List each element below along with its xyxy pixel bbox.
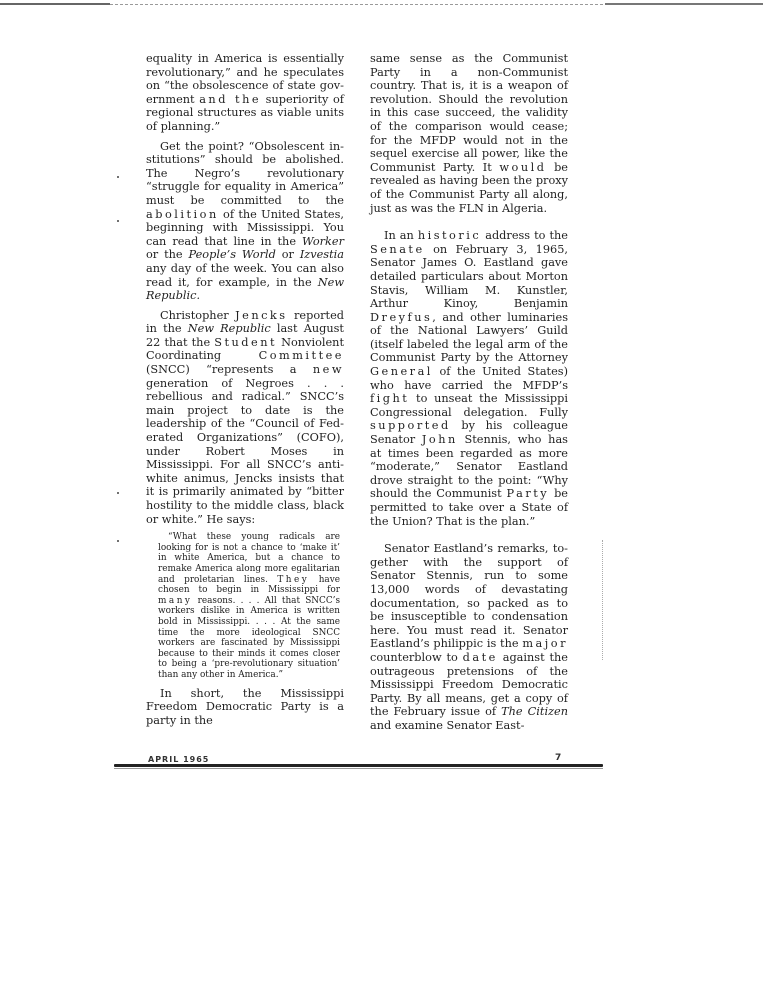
text-run: against the outrageous pretensions of the Mississippi Freedom Democratic Party. By all means, get a copy of the February issue of bbox=[370, 650, 568, 719]
text-run: any day of the week. You can also read it, for example, in the bbox=[146, 261, 344, 289]
text-run: reasons. . . . All that SNCC’s workers dislike in America is written bold in Mississippi. . . . At the same time the more ideological SNCC workers are fascinated by Mississippi because to their minds it comes closer to being a ‘pre-revolutionary situation’ than any other in America.” bbox=[158, 595, 340, 680]
spaced-text: Committee bbox=[258, 349, 344, 363]
spaced-text: They bbox=[277, 574, 310, 585]
text-run: superiority of regional structures as viable units of planning.” bbox=[146, 92, 344, 133]
text-run: “What these young radicals are looking for is not a chance to ‘make it’ in white America, but a chance to remake America along more egalitarian and proletarian lines. bbox=[158, 532, 340, 585]
text-run: be revealed as having been the proxy of the Communist Party all along, just as was the FLN in Algeria. bbox=[370, 160, 568, 215]
spaced-text: Senate bbox=[370, 242, 425, 256]
text-run: of the United States, beginning with Mississippi. You can read that line in the bbox=[146, 207, 344, 248]
spaced-text: General bbox=[370, 365, 433, 379]
block-quote bbox=[158, 532, 340, 680]
scan-speck bbox=[117, 220, 119, 222]
left-paragraph-1 bbox=[146, 52, 344, 134]
right-column bbox=[370, 52, 568, 733]
scan-margin-line bbox=[602, 540, 603, 660]
quote-text bbox=[158, 532, 340, 680]
text-run: to unseat the Mississippi Congressional delegation. Fully bbox=[370, 392, 568, 419]
spaced-text: abolition bbox=[146, 207, 219, 221]
spaced-text: new bbox=[312, 363, 344, 377]
text-run: same sense as the Communist Party in a non-Communist country. That is, it is a weapon of revolution. Should the revolution in this case succeed, the validity of the comparison would cease; for the MFDP would not in the sequel exercise all power, like the Communist Party. It bbox=[370, 52, 568, 174]
spaced-text: major bbox=[522, 637, 568, 651]
text-run: Stennis, who has at times been regarded as more “moderate,” Senator Eastland drove straight to the point: “Why should the Communist bbox=[370, 433, 568, 501]
right-paragraph-3 bbox=[370, 542, 568, 732]
spaced-text: many bbox=[158, 595, 193, 606]
spaced-text: Party bbox=[506, 487, 550, 501]
text-run: counterblow to bbox=[370, 650, 463, 664]
text-run: of the United States) who have carried the MFDP’s bbox=[370, 365, 568, 392]
spaced-text: Jencks bbox=[235, 308, 288, 322]
top-scan-rule-left bbox=[0, 3, 110, 5]
italic-text: Worker bbox=[302, 234, 344, 248]
scan-speck bbox=[117, 540, 119, 542]
text-run: have chosen to begin in Mississippi for bbox=[158, 574, 340, 596]
text-run: by his colleague Senator bbox=[370, 419, 568, 447]
left-paragraph-3 bbox=[146, 309, 344, 527]
scan-speck bbox=[117, 492, 119, 494]
spaced-text: date bbox=[462, 650, 498, 664]
text-run: or the bbox=[146, 248, 189, 262]
text-run: be permitted to take over a State of the Union? That is the plan.” bbox=[370, 487, 568, 528]
spaced-text: supported bbox=[370, 419, 451, 433]
text-run: last August 22 that the bbox=[146, 322, 344, 349]
italic-text: People’s World bbox=[188, 248, 276, 262]
bottom-rule bbox=[114, 764, 603, 767]
text-run: (SNCC) “represents a bbox=[146, 363, 313, 377]
text-run: on February 3, 1965, Senator James O. Eastland gave detailed particulars about Morton Stavis, William M. Kunstler, Arthur Kinoy, Benjamin bbox=[370, 242, 568, 311]
spaced-text: John bbox=[421, 433, 458, 447]
left-closing-paragraph: In short, the Mississippi Freedom Democratic Party is a party in the bbox=[146, 686, 344, 727]
text-run: Senator Eastland’s remarks, together with the support of Senator Stennis, run to some 13,000 words of devastating documentation, so packed as to be insusceptible to condensation here. You must read it. Senator Eastland’s philippic is the bbox=[370, 542, 568, 651]
text-run: address to the bbox=[481, 229, 568, 243]
scan-speck bbox=[117, 176, 119, 178]
spaced-text: Student bbox=[214, 335, 278, 349]
spaced-text: historic bbox=[417, 229, 482, 243]
spaced-text: and the bbox=[199, 92, 262, 106]
italic-text: Izvestia bbox=[299, 248, 344, 262]
top-scan-rule-right bbox=[605, 3, 763, 5]
text-run: Nonviolent Coordinating bbox=[146, 335, 344, 363]
left-column bbox=[146, 52, 344, 727]
right-paragraph-1 bbox=[370, 52, 568, 215]
spaced-text: Dreyfus bbox=[370, 310, 433, 324]
text-run: or bbox=[275, 248, 300, 262]
italic-text: New Republic bbox=[187, 322, 271, 336]
page-number: 7 bbox=[555, 753, 562, 763]
spaced-text: fight bbox=[370, 392, 410, 406]
text-run: reported in the bbox=[146, 308, 344, 336]
bottom-rule-shadow bbox=[114, 768, 603, 769]
text-run: and examine Senator East- bbox=[370, 718, 525, 732]
footer-date: APRIL 1965 bbox=[148, 755, 210, 764]
text-run: Get the point? “Obsolescent institutions” should be abolished. The Negro’s revolutionary “struggle for equality in America” must be committed to the bbox=[146, 139, 344, 207]
italic-text: The Citizen bbox=[501, 705, 568, 719]
text-run: , and other luminaries of the National Lawyers’ Guild (itself labeled the legal arm of the Communist Party by the Attorney bbox=[370, 310, 568, 365]
text-run: equality in America is essentially revolutionary,” and he speculates on “the obsolescence of state government bbox=[146, 52, 344, 106]
italic-text: New Republic. bbox=[146, 275, 344, 303]
right-paragraph-2 bbox=[370, 229, 568, 528]
left-paragraph-2 bbox=[146, 140, 344, 303]
spaced-text: would bbox=[499, 160, 547, 174]
text-run: generation of Negroes . . . rebellious and radical.” SNCC’s main project to date is the leadership of the “Council of Federated Organizations” (COFO), under Robert Moses in Mississippi. For all SNCC’s anti-white animus, Jencks insists that it is primarily animated by “bitter hostility to the middle class, black or white.” He says: bbox=[146, 376, 344, 526]
text-run: Christopher bbox=[160, 308, 236, 322]
text-run: In an bbox=[384, 229, 418, 243]
